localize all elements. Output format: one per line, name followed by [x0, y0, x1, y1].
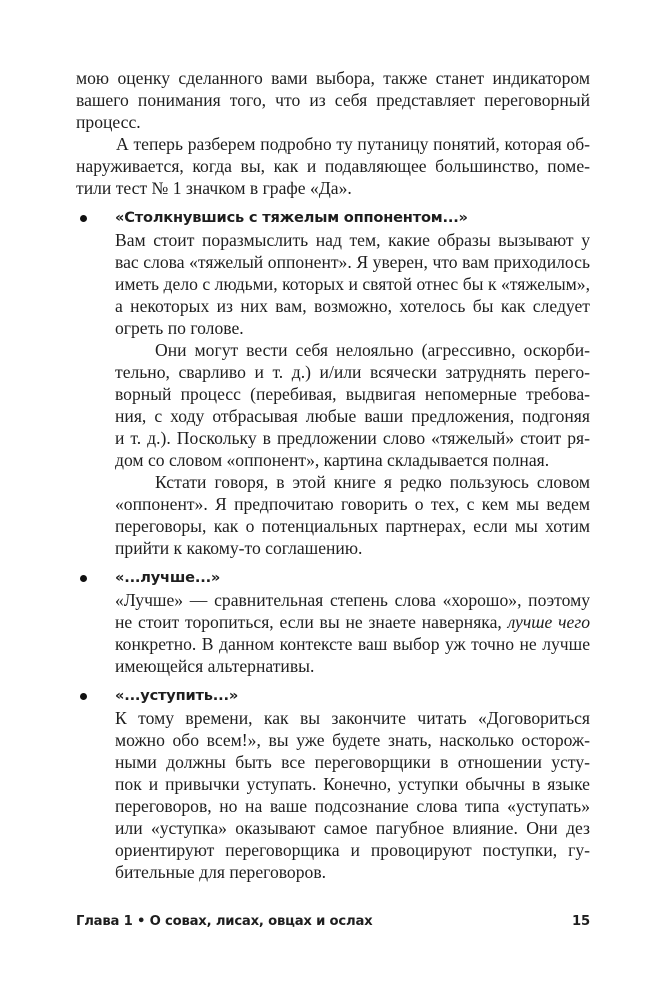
paragraph: [115, 589, 590, 677]
bullet-heading-text: «...лучше...»: [115, 569, 221, 586]
bullet-icon: [80, 575, 87, 582]
paragraph: [115, 707, 590, 883]
text-segment: не стоит торопиться, если вы не знаете наверняка,: [115, 612, 508, 632]
page-footer: [76, 914, 590, 929]
text-line: Кстати говоря, в этой книге я редко пользуюсь словом: [155, 472, 590, 492]
bullet-item: [115, 207, 590, 559]
bullet-heading: [115, 207, 590, 229]
bullet-heading-text: «Столкнувшись с тяжелым оппонентом...»: [115, 209, 468, 226]
text-line: прийти к какому-то соглашению.: [115, 538, 363, 558]
paragraph: [76, 67, 590, 133]
text-line: пок и привычки уступать. Конечно, уступки обычны в языке: [115, 774, 590, 794]
bullet-icon: [80, 693, 87, 700]
text-line: конкретно. В данном контексте ваш выбор уж точно не лучше: [115, 634, 590, 654]
bullet-icon: [80, 215, 87, 222]
text-line: «Лучше» — сравнительная степень слова «хорошо», поэтому: [115, 590, 590, 610]
text-line: процесс.: [76, 112, 141, 132]
text-line: иметь дело с людьми, которых и святой отнес бы к «тяжелым»,: [115, 274, 590, 294]
text-line: имеющейся альтернативы.: [115, 656, 315, 676]
bullet-heading: [115, 567, 590, 589]
text-line: К тому времени, как вы закончите читать «Договориться: [115, 708, 590, 728]
running-head: Глава 1 • О совах, лисах, овцах и ослах: [76, 914, 373, 929]
bullet-heading: [115, 685, 590, 707]
text-line: «оппонент». Я предпочитаю говорить о тех, с кем мы ведем: [115, 494, 590, 514]
text-line: А теперь разберем подробно ту путаницу понятий, которая об-: [116, 134, 590, 154]
text-line: ворный процесс (перебивая, выдвигая непомерные требова-: [115, 384, 590, 404]
text-line: бительные для переговоров.: [115, 862, 327, 882]
text-line: а некоторых из них вам, возможно, хотелось бы как следует: [115, 296, 590, 316]
paragraph: [115, 229, 590, 339]
emphasis: лучше чего: [507, 612, 590, 632]
text-line: огреть по голове.: [115, 318, 244, 338]
text-line: тили тест № 1 значком в графе «Да».: [76, 178, 352, 198]
text-line: и т. д.). Поскольку в предложении слово «тяжелый» стоит ря-: [115, 428, 590, 448]
text-line: [115, 611, 590, 633]
bullet-item: [115, 567, 590, 677]
paragraph: [115, 471, 590, 559]
text-line: мою оценку сделанного вами выбора, также станет индикатором: [76, 68, 590, 88]
bullet-heading-text: «...уступить...»: [115, 687, 239, 704]
text-line: дом со словом «оппонент», картина складывается полная.: [115, 450, 550, 470]
paragraph: [115, 339, 590, 471]
text-line: переговоров, но на ваше подсознание слова типа «уступать»: [115, 796, 590, 816]
text-line: переговоры, как о потенциальных партнерах, если мы хотим: [115, 516, 590, 536]
text-line: Вам стоит поразмыслить над тем, какие образы вызывают у: [115, 230, 590, 250]
text-line: ориентируют переговорщика и провоцируют поступки, гу-: [115, 840, 590, 860]
text-line: можно обо всем!», вы уже будете знать, насколько осторож-: [115, 730, 590, 750]
text-line: ными должны быть все переговорщики в отношении усту-: [115, 752, 590, 772]
text-line: ния, с ходу отбрасывая любые ваши предложения, подгоняя: [115, 406, 590, 426]
text-line: вас слова «тяжелый оппонент». Я уверен, что вам приходилось: [115, 252, 590, 272]
text-line: тельно, сварливо и т. д.) и/или всячески затруднять перего-: [115, 362, 590, 382]
text-line: Они могут вести себя нелояльно (агрессивно, оскорби-: [155, 340, 590, 360]
text-line: наруживается, когда вы, как и подавляющее большинство, поме-: [76, 156, 590, 176]
text-line: вашего понимания того, что из себя представляет переговорный: [76, 90, 590, 110]
page-body: [76, 67, 590, 883]
text-line: или «уступка» оказывают самое пагубное влияние. Они дез: [115, 818, 590, 838]
page-number: 15: [572, 914, 590, 929]
bullet-item: [115, 685, 590, 883]
paragraph: [76, 133, 590, 199]
